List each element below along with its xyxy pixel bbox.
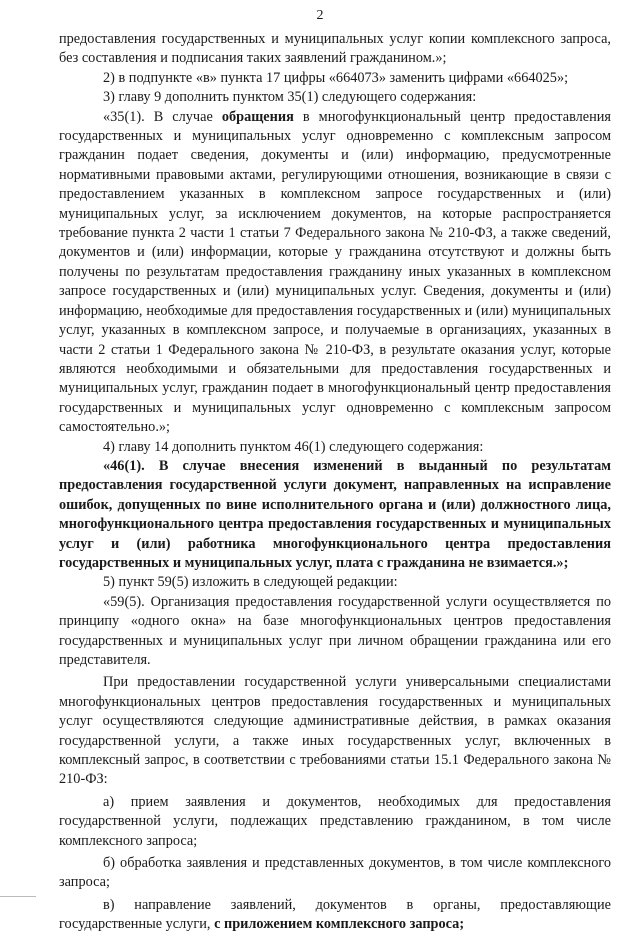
text-run-bold: обращения [221,108,294,125]
text-run: б) обработка заявления и представленных документов, в том числе комплексного запроса; [59,855,611,891]
list-item-b [59,854,611,893]
text-run: предоставления государственных и муниципальных услуг копии комплексного запроса, без составления и подписания таких заявлений гражданином.»; [59,31,611,67]
paragraph-universal-specialists [59,673,611,789]
paragraph-continuation [59,30,611,69]
footer-rule [0,896,36,897]
text-run: При предоставлении государственной услуги универсальными специалистами многофункциональных центров предоставления государственных и муниципальных услуг осуществляются следующие административные действия, в рамках оказания государственной услуги, а также иных государственных услуг, включенных в комплексный запрос, в соответствии с требованиями статьи 15.1 Федерального закона № 210-ФЗ: [59,674,611,788]
text-run: 2) в подпункте «в» пункта 17 цифры «664073» заменить цифрами «664025»; [103,69,569,86]
list-item-a [59,793,611,851]
text-run: «59(5). Организация предоставления государственной услуги осуществляется по принципу «одного окна» на базе многофункциональных центров предоставления государственных и муниципальных услуг при личном обращении гражданина или его представителя. [59,593,611,668]
paragraph-clause-46-1 [59,457,611,573]
paragraph-item-3 [59,88,611,107]
text-run: в) направление заявлений, документов в органы, предоставляющие государственные услуги, [59,896,611,933]
text-run-bold: «46(1). В случае внесения изменений в выданный по результатам предоставления государственной услуги документ, направленных на исправление ошибок, допущенных по вине исполнительного органа и (или) должностного лица, многофункционального центра предоставления государственных и муниципальных услуг и (или) работника многофункционального центра предоставления государственных и муниципальных услуг, плата с гражданина не взимается.»; [59,457,611,571]
paragraph-item-5 [59,573,611,592]
text-run: в многофункциональный центр предоставления государственных и муниципальных услуг одновременно с комплексным запросом гражданин подает сведения, документы и (или) информацию, предусмотренные нормативными правовыми актами, регулирующими отношения, возникающие в связи с предоставлением указанных в комплексном запросе государственных и (или) муниципальных услуг, за исключением документов, на которые распространяется требование пункта 2 части 1 статьи 7 Федерального закона № 210-ФЗ, а также сведений, документов и (или) информации, которые у гражданина отсутствуют и должны быть получены по результатам предоставления гражданину иных указанных в комплексном запросе государственных и (или) муниципальных услуг. Сведения, документы и (или) информацию, необходимые для предоставления государственных и (или) муниципальных услуг, указанных в комплексном запросе, и получаемые в организациях, указанных в части 2 статьи 1 Федерального закона № 210-ФЗ, в результате оказания услуг, которые являются необходимыми и обязательными для предоставления государственных и муниципальных услуг, гражданин подает в многофункциональный центр предоставления государственных и муниципальных услуг одновременно с комплексным запросом самостоятельно.»; [59,108,611,436]
list-item-v [59,896,611,935]
text-run: а) прием заявления и документов, необходимых для предоставления государственной услуги, подлежащих представлению гражданином, в том числе комплексного запроса; [59,793,611,849]
paragraph-clause-59-5 [59,593,611,671]
text-run: «35(1). В случае [103,108,222,125]
document-body [59,30,611,935]
paragraph-item-4 [59,438,611,457]
text-run: 3) главу 9 дополнить пунктом 35(1) следующего содержания: [103,89,477,106]
paragraph-item-2 [59,69,611,88]
paragraph-clause-35-1 [59,108,611,438]
page-number: 2 [316,8,324,23]
text-run-bold: с приложением комплексного запроса; [214,916,465,933]
text-run: 5) пункт 59(5) изложить в следующей редакции: [103,574,398,591]
text-run: 4) главу 14 дополнить пунктом 46(1) следующего содержания: [103,438,484,455]
